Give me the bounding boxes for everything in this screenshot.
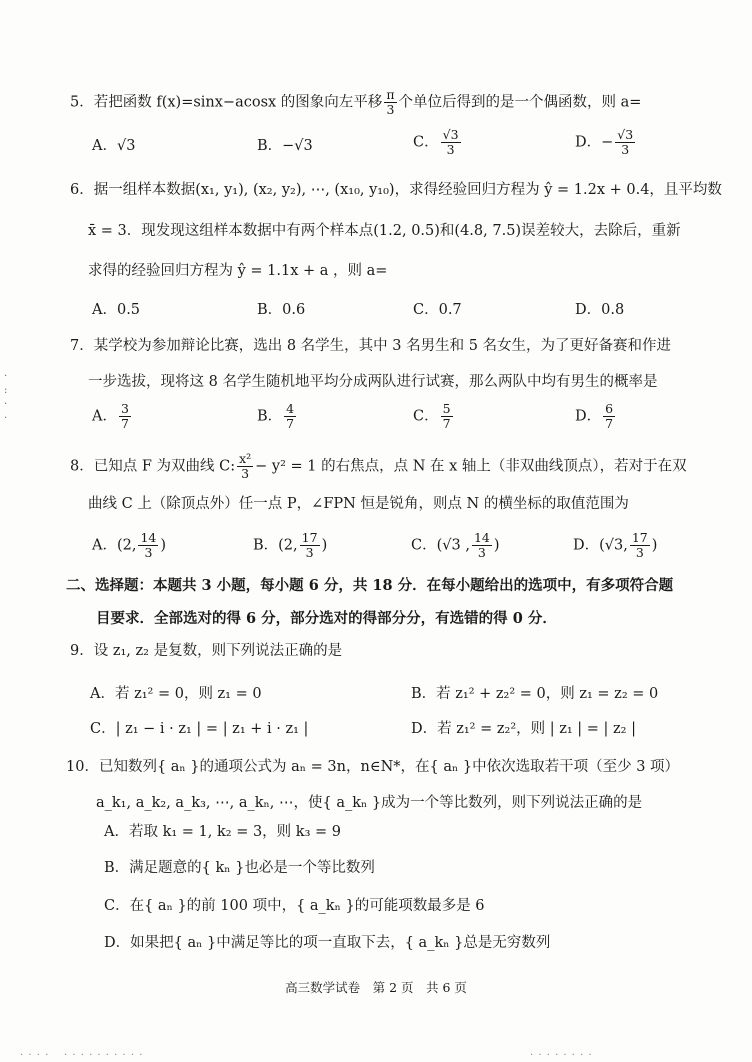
- q8-a-num: 14: [140, 530, 157, 545]
- q8-frac-den: 3: [241, 466, 250, 481]
- q6-option-d: D．0.8: [575, 302, 625, 318]
- q6-option-c: C．0.7: [413, 302, 462, 318]
- q5-option-d-frac: [615, 128, 635, 157]
- q7-a-label: A．: [92, 408, 117, 425]
- question-5-stem: [70, 88, 641, 117]
- q7-a-den: 7: [120, 416, 129, 431]
- q6-option-a: A．0.5: [92, 302, 141, 318]
- q8-a-frac: [138, 531, 158, 560]
- q7-b-frac: [284, 402, 296, 431]
- q7-d-label: D．: [575, 408, 602, 425]
- q8-a-den: 3: [144, 545, 153, 560]
- scan-dots-right: · · · · · · · ·: [530, 1050, 593, 1061]
- q8-b-post: ): [321, 537, 328, 554]
- q8-option-a: [92, 531, 166, 560]
- q8-b-num: 17: [301, 530, 318, 545]
- question-6-line2: x̄ = 3．现发现这组样本数据中有两个样本点(1.2, 0.5)和(4.8, 7.5)误差较大，去除后，重新: [88, 223, 681, 239]
- question-7-line2: 一步选拔，现将这 8 名学生随机地平均分成两队进行试赛，那么两队中均有男生的概率是: [88, 374, 658, 390]
- q6-option-b: B．0.6: [257, 302, 306, 318]
- q8-c-pre: C．(√3 ,: [411, 537, 470, 554]
- q7-option-b: [257, 402, 298, 431]
- q7-b-den: 7: [286, 416, 295, 431]
- q8-hyperbola-frac: [237, 452, 253, 481]
- q7-b-label: B．: [257, 408, 283, 425]
- question-8-line1: [70, 452, 687, 481]
- q5-stem-text: 5．若把函数 f(x)=sinx−acosx 的图象向左平移: [70, 94, 383, 111]
- question-6-line1: 6．据一组样本数据(x₁, y₁), (x₂, y₂), ⋯, (x₁₀, y₁₀)，求得经验回归方程为 ŷ = 1.2x + 0.4，且平均数: [70, 182, 722, 198]
- q7-option-d: [575, 402, 617, 431]
- q8-c-num: 14: [473, 530, 490, 545]
- q9-option-c: C．| z₁ − i · z₁ | = | z₁ + i · z₁ |: [90, 721, 309, 737]
- q8-c-den: 3: [477, 545, 486, 560]
- scan-dots-mid: · · · · · · · · · ·: [64, 1050, 144, 1061]
- q10-option-b: B．满足题意的{ kₙ }也必是一个等比数列: [104, 860, 375, 876]
- q8-d-num: 17: [631, 530, 648, 545]
- q5-c-num: √3: [442, 127, 459, 142]
- question-6-line3: 求得的经验回归方程为 ŷ = 1.1x + a ，则 a=: [88, 263, 388, 279]
- q7-c-den: 7: [442, 416, 451, 431]
- page-footer: 高三数学试卷 第 2 页 共 6 页: [285, 980, 467, 995]
- q8-d-frac: [630, 531, 650, 560]
- q7-a-frac: [119, 402, 131, 431]
- q8-c-frac: [472, 531, 492, 560]
- q5-option-d: [575, 128, 637, 157]
- q10-option-d: D．如果把{ aₙ }中满足等比的项一直取下去，{ a_kₙ }总是无穷数列: [104, 935, 551, 951]
- q5-option-c-frac: [441, 128, 461, 157]
- q8-d-post: ): [651, 537, 658, 554]
- q7-c-frac: [441, 402, 453, 431]
- q5-option-a: A．√3: [92, 138, 136, 154]
- q8-b-frac: [300, 531, 320, 560]
- q8-option-b: [253, 531, 327, 560]
- q5-c-den: 3: [446, 142, 455, 157]
- q9-option-d: D．若 z₁² = z₂²，则 | z₁ | = | z₂ |: [411, 721, 636, 737]
- q7-c-num: 5: [442, 401, 451, 416]
- q7-option-a: [92, 402, 133, 431]
- section-2-heading-line2: 目要求．全部选对的得 6 分，部分选对的得部分分，有选错的得 0 分．: [96, 610, 557, 627]
- q7-d-frac: [603, 402, 615, 431]
- q8-d-pre: D．(√3,: [573, 537, 628, 554]
- q8-line1-a: 8．已知点 F 为双曲线 C:: [70, 458, 236, 475]
- question-9-stem: 9．设 z₁, z₂ 是复数，则下列说法正确的是: [70, 643, 343, 659]
- question-10-line2: a_k₁, a_k₂, a_k₃, ⋯, a_kₙ, ⋯，使{ a_kₙ }成为一个等比数列，则下列说法正确的是: [96, 795, 643, 811]
- q7-b-num: 4: [286, 401, 295, 416]
- q8-a-post: ): [160, 537, 167, 554]
- q8-line1-b: − y² = 1 的右焦点，点 N 在 x 轴上（非双曲线顶点），若对于在双: [255, 458, 687, 475]
- q10-option-a: A．若取 k₁ = 1, k₂ = 3，则 k₃ = 9: [104, 824, 341, 840]
- q10-option-c: C．在{ aₙ }的前 100 项中，{ a_kₙ }的可能项数最多是 6: [104, 898, 485, 914]
- q5-option-b: B．−√3: [257, 138, 313, 154]
- q5-option-d-label: D．−: [575, 134, 614, 151]
- q5-d-den: 3: [621, 142, 630, 157]
- q5-frac-num: π: [386, 87, 395, 102]
- q8-option-c: [411, 531, 500, 560]
- q7-a-num: 3: [120, 401, 129, 416]
- question-7-line1: 7．某学校为参加辩论比赛，选出 8 名学生，其中 3 名男生和 5 名女生，为了更好备赛和作进: [70, 338, 672, 354]
- q5-frac-den: 3: [386, 102, 395, 117]
- question-10-line1: 10．已知数列{ aₙ }的通项公式为 aₙ = 3n，n∈N*，在{ aₙ }中依次选取若干项（至少 3 项）: [66, 759, 680, 775]
- q5-option-c-label: C．: [413, 134, 439, 151]
- q5-fraction: [384, 88, 396, 117]
- q9-option-a: A．若 z₁² = 0，则 z₁ = 0: [90, 686, 262, 702]
- q8-a-pre: A．(2,: [92, 537, 137, 554]
- q7-c-label: C．: [413, 408, 439, 425]
- q7-d-den: 7: [605, 416, 614, 431]
- q9-option-b: B．若 z₁² + z₂² = 0，则 z₁ = z₂ = 0: [411, 686, 659, 702]
- binding-marks: · : · ·: [4, 371, 8, 424]
- q8-b-den: 3: [305, 545, 314, 560]
- q7-option-c: [413, 402, 455, 431]
- q7-d-num: 6: [605, 401, 614, 416]
- q8-frac-num: x²: [239, 451, 252, 466]
- q5-stem-end: 个单位后得到的是一个偶函数，则 a=: [398, 94, 642, 111]
- scan-dots-left: · · · ·: [20, 1050, 50, 1061]
- q5-d-num: √3: [617, 127, 634, 142]
- q8-c-post: ): [493, 537, 500, 554]
- question-8-line2: 曲线 C 上（除顶点外）任一点 P，∠FPN 恒是锐角，则点 N 的横坐标的取值范围为: [88, 496, 629, 512]
- q5-option-c: [413, 128, 463, 157]
- section-2-heading-line1: 二、选择题：本题共 3 小题，每小题 6 分，共 18 分．在每小题给出的选项中，有多项符合题: [66, 577, 674, 594]
- q8-d-den: 3: [635, 545, 644, 560]
- q8-b-pre: B．(2,: [253, 537, 298, 554]
- q8-option-d: [573, 531, 657, 560]
